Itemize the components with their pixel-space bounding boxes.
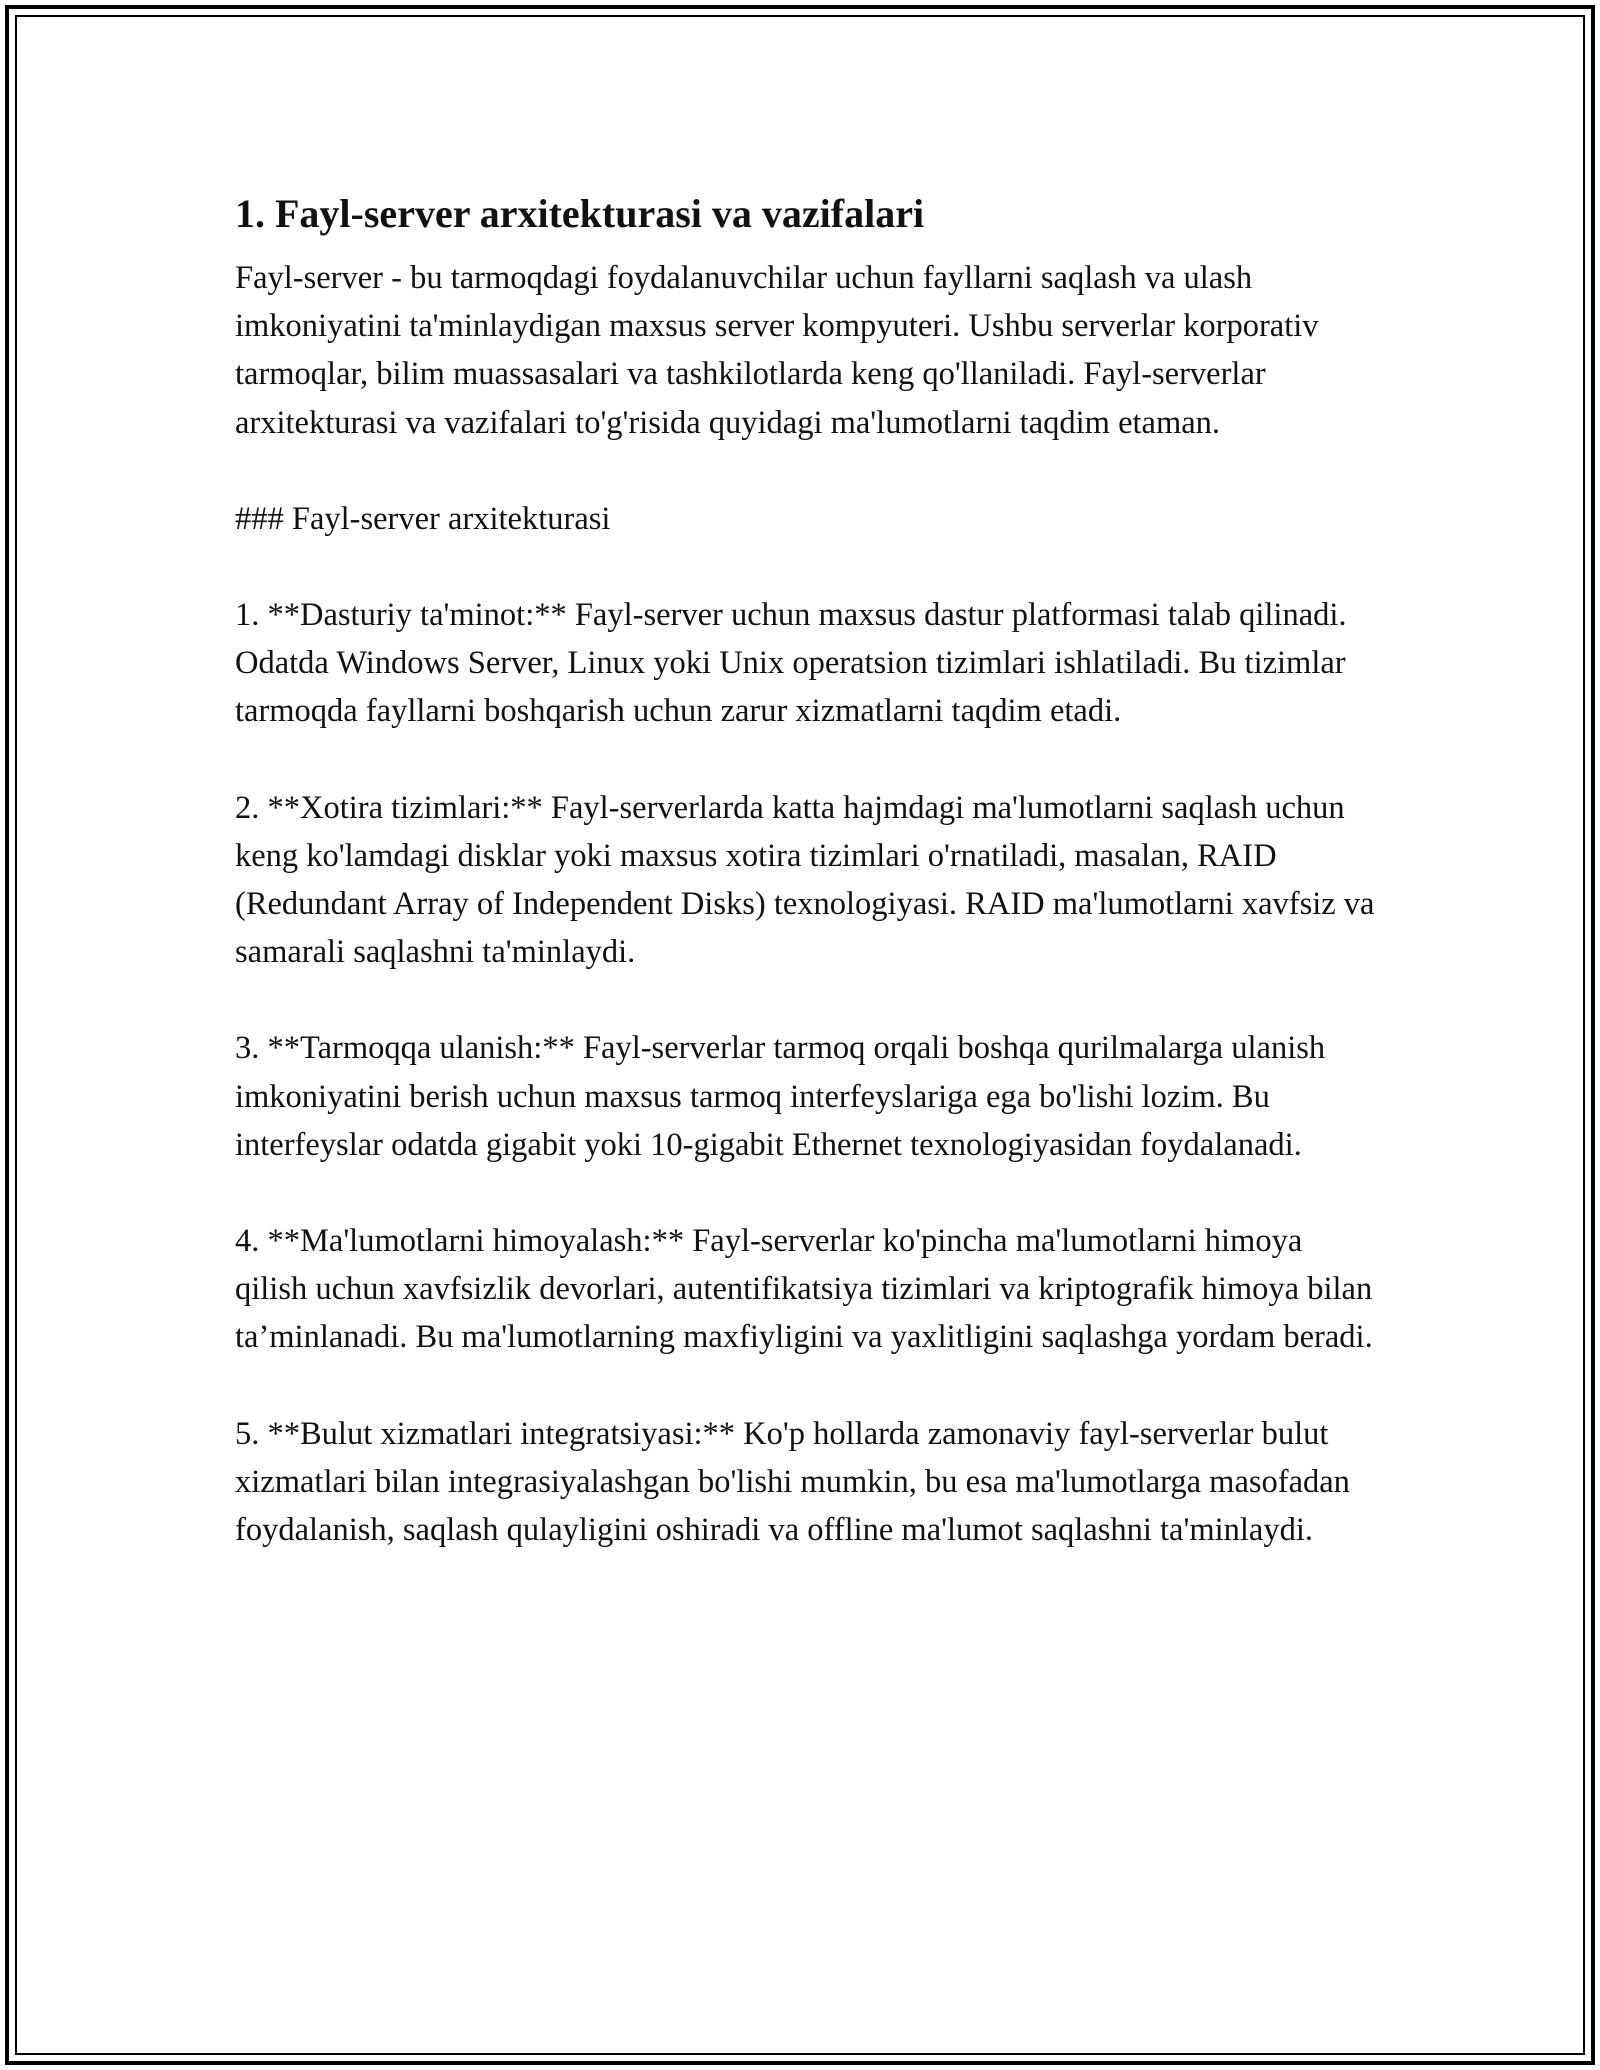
document-body xyxy=(235,186,1375,1602)
list-item-cloud: 5. **Bulut xizmatlari integratsiyasi:** Ko'p hollarda zamonaviy fayl-serverlar bulut xizmatlari bilan integrasiyalashgan bo'lishi mumkin, bu esa ma'lumotlarga masofadan foydalanish, saqlash qulayligini oshiradi va offline ma'lumot saqlashni ta'minlaydi. xyxy=(235,1415,1350,1549)
section-heading: ### Fayl-server arxitekturasi xyxy=(235,500,611,537)
list-item-protection: 4. **Ma'lumotlarni himoyalash:** Fayl-serverlar ko'pincha ma'lumotlarni himoya qilish uchun xavfsizlik devorlari, autentifikatsiya tizimlari va kriptografik himoya bilan ta’minlanadi. Bu ma'lumotlarning maxfiyligini va yaxlitligini saqlashga yordam beradi. xyxy=(235,1223,1373,1356)
document-title: 1. Fayl-server arxitekturasi va vazifalari xyxy=(235,191,925,236)
intro-paragraph: Fayl-server - bu tarmoqdagi foydalanuvchilar uchun fayllarni saqlash va ulash imkoniyatini ta'minlaydigan maxsus server kompyuteri. Ushbu serverlar korporativ tarmoqlar, bilim muassasalari va tashkilotlarda keng qo'llaniladi. Fayl-serverlar arxitekturasi va vazifalari to'g'risida quyidagi ma'lumotlarni taqdim etaman. xyxy=(235,260,1319,441)
list-item-software: 1. **Dasturiy ta'minot:** Fayl-server uchun maxsus dastur platformasi talab qilinadi. Odatda Windows Server, Linux yoki Unix operatsion tizimlari ishlatiladi. Bu tizimlar tarmoqda fayllarni boshqarish uchun zarur xizmatlarni taqdim etadi. xyxy=(235,597,1347,730)
list-item-network: 3. **Tarmoqqa ulanish:** Fayl-serverlar tarmoq orqali boshqa qurilmalarga ulanish imkoniyatini berish uchun maxsus tarmoq interfeyslariga ega bo'lishi lozim. Bu interfeyslar odatda gigabit yoki 10-gigabit Ethernet texnologiyasidan foydalanadi. xyxy=(235,1030,1326,1163)
list-item-storage: 2. **Xotira tizimlari:** Fayl-serverlarda katta hajmdagi ma'lumotlarni saqlash uchun keng ko'lamdagi disklar yoki maxsus xotira tizimlari o'rnatiladi, masalan, RAID (Redundant Array of Independent Disks) texnologiyasi. RAID ma'lumotlarni xavfsiz va samarali saqlashni ta'minlaydi. xyxy=(235,789,1375,971)
